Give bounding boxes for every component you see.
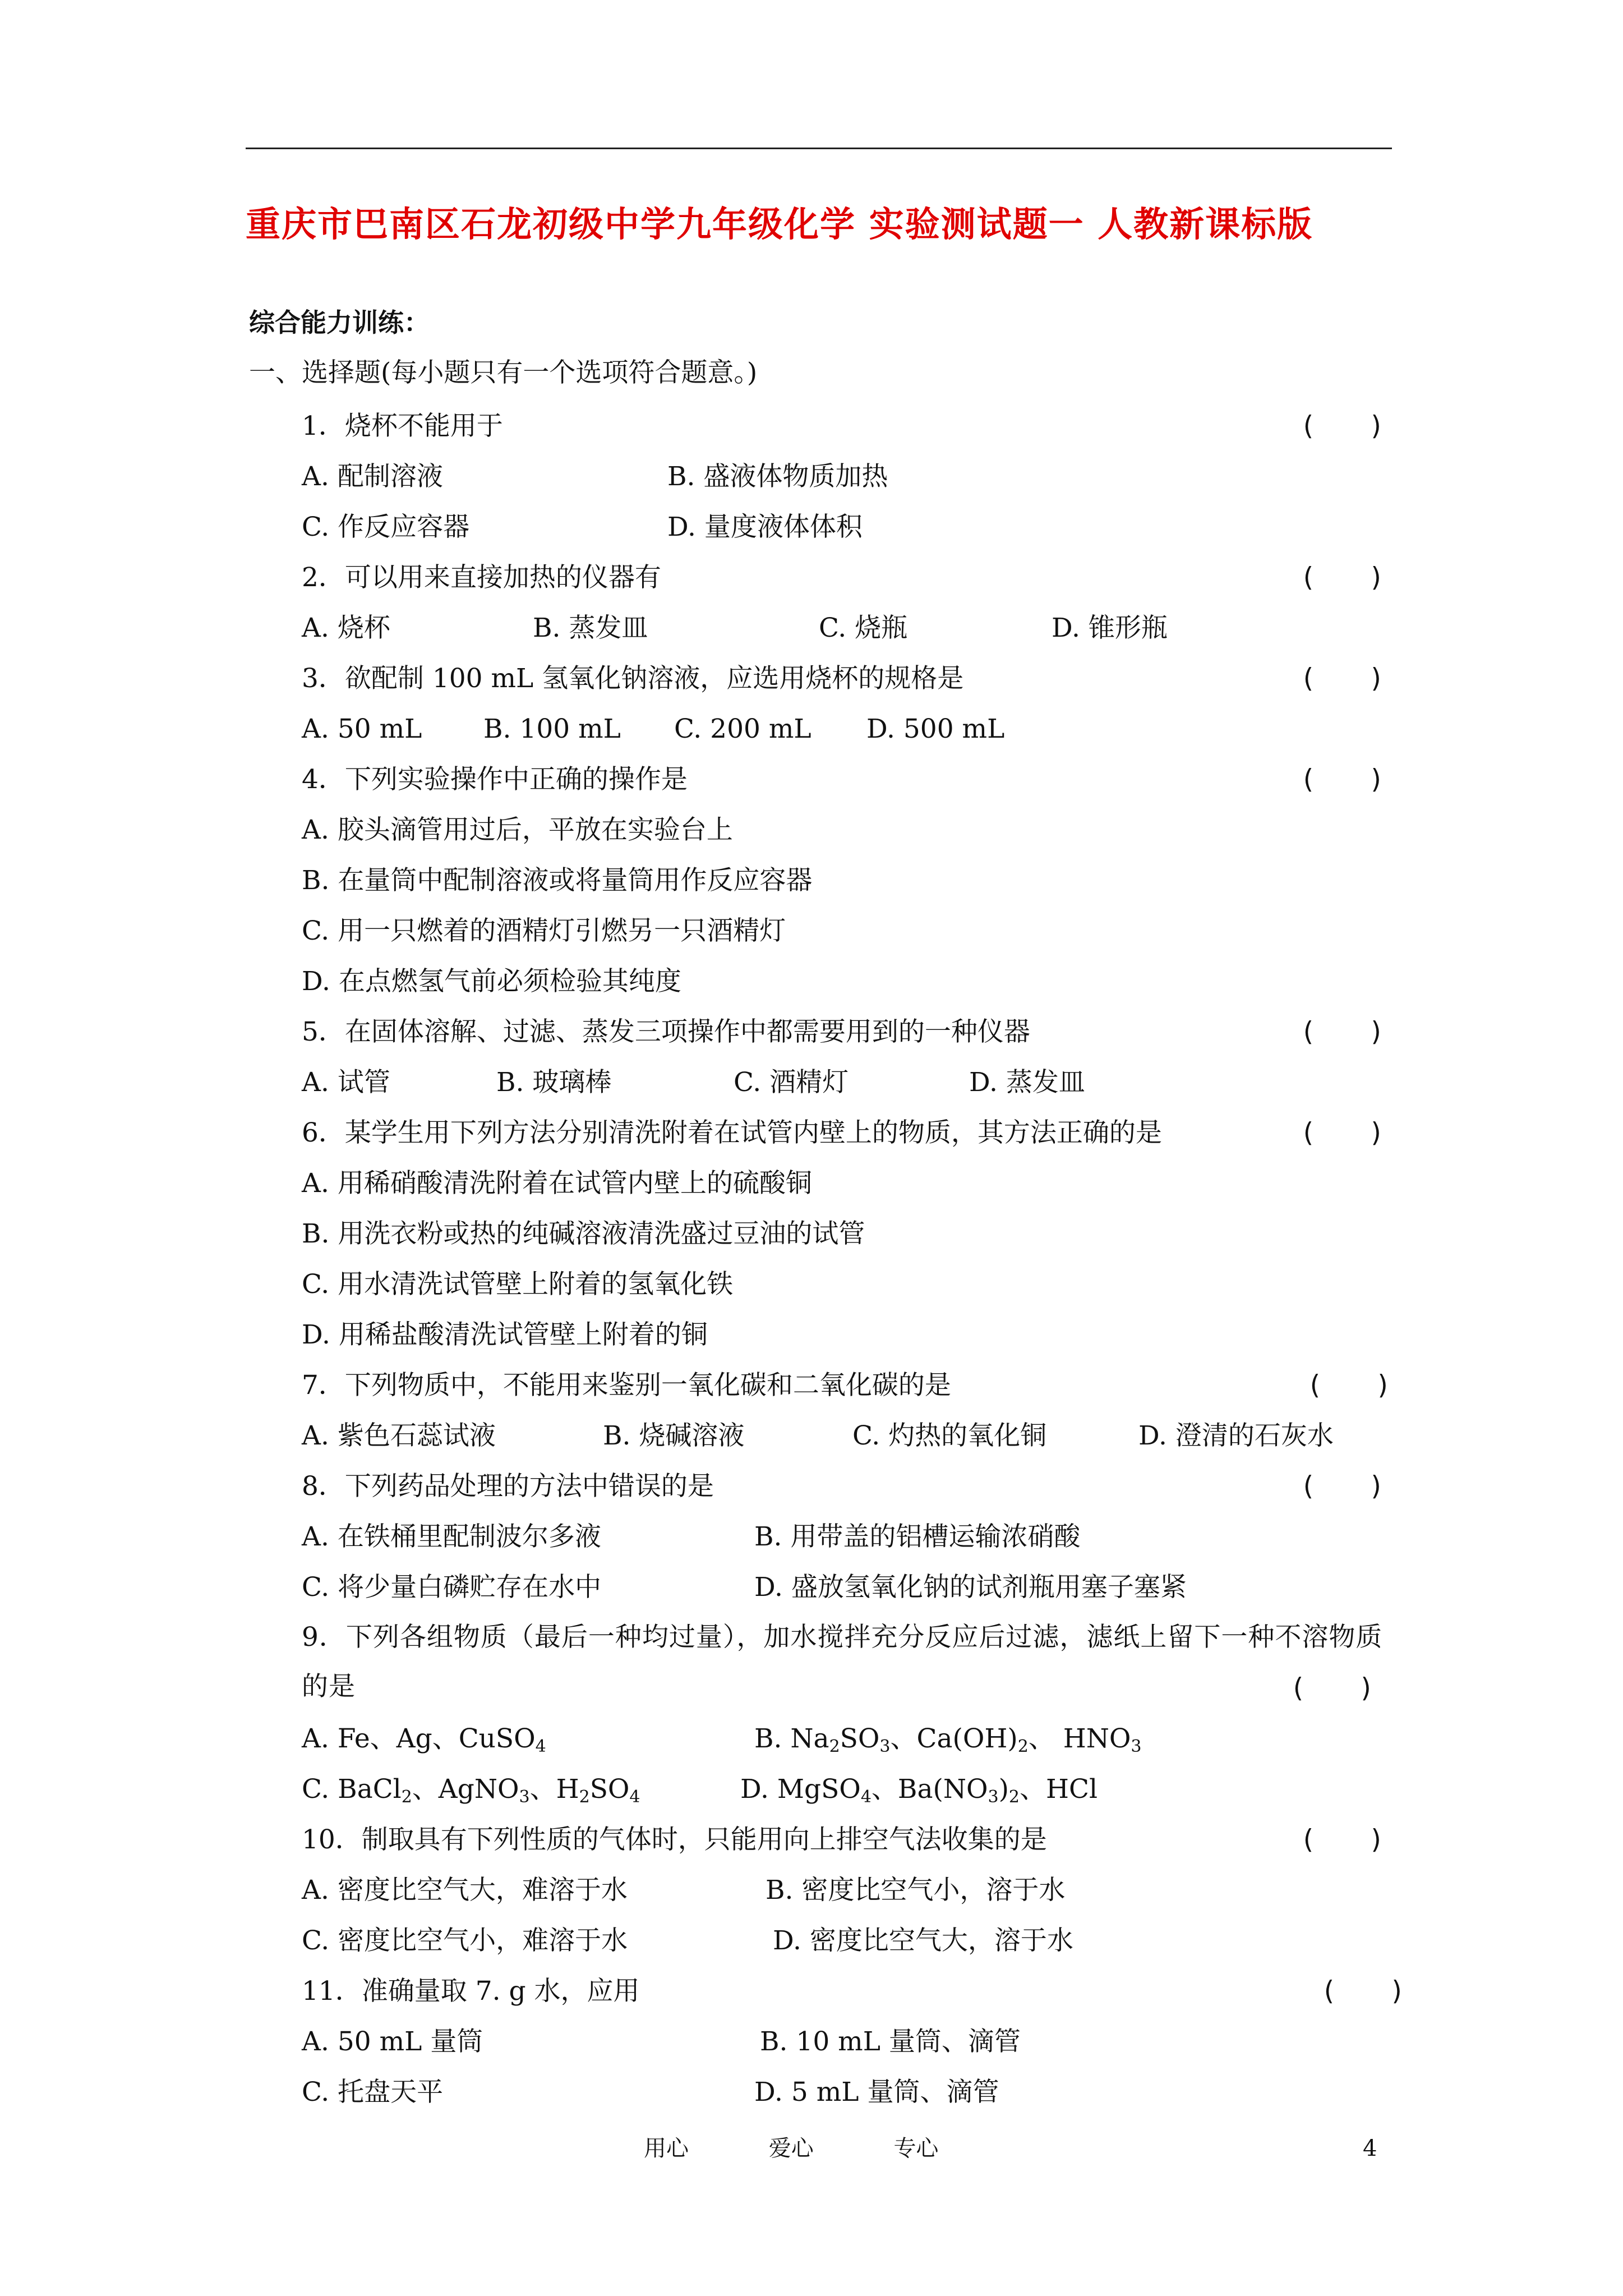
footer-text-left: 用心 — [644, 2136, 689, 2161]
question-3-option-c: C. 200 mL — [674, 714, 811, 744]
question-5-option-b: B. 玻璃棒 — [496, 1067, 612, 1098]
question-8-answer-blank: ( ) — [1300, 1471, 1385, 1502]
page-footer — [644, 2132, 1011, 2165]
question-section-heading: 一、选择题(每小题只有一个选项符合题意。) — [249, 357, 758, 388]
question-1-option-c: C. 作反应容器 — [302, 512, 470, 542]
question-4-option-a: A. 胶头滴管用过后，平放在实验台上 — [302, 815, 733, 845]
question-9-stem: 9．下列各组物质（最后一种均过量），加水搅拌充分反应后过滤，滤纸上留下一种不溶物质的是 — [302, 1622, 1383, 1702]
question-1-answer-blank: ( ) — [1300, 411, 1385, 441]
question-2-option-d: D. 锥形瓶 — [1052, 613, 1168, 643]
question-1-stem: 1．烧杯不能用于 — [302, 411, 503, 441]
question-11-option-b: B. 10 mL 量筒、滴管 — [760, 2026, 1021, 2057]
question-9-option-b: B. $Na_2SO_3$、$Ca(OH)_2$、 $HNO_3$ — [754, 1723, 1142, 1756]
question-9-option-a: A. Fe、Ag、CuSO$_4$ — [302, 1723, 546, 1756]
question-5-option-d: D. 蒸发皿 — [969, 1067, 1085, 1098]
question-1-option-d: D. 量度液体体积 — [667, 512, 863, 542]
question-10-option-c: C. 密度比空气小，难溶于水 — [302, 1925, 628, 1956]
question-6-option-d: D. 用稀盐酸清洗试管壁上附着的铜 — [302, 1319, 708, 1350]
question-10-option-b: B. 密度比空气小，溶于水 — [766, 1875, 1066, 1906]
question-7-option-b: B. 烧碱溶液 — [603, 1420, 745, 1451]
question-9-option-c: C. BaCl$_2$、AgNO$_3$、$H_2SO_4$ — [302, 1774, 640, 1807]
question-2-answer-blank: ( ) — [1300, 562, 1385, 593]
question-7-option-a: A. 紫色石蕊试液 — [302, 1420, 496, 1451]
question-7-option-c: C. 灼热的氧化铜 — [852, 1420, 1047, 1451]
header-rule — [246, 148, 1392, 149]
question-6-option-b: B. 用洗衣粉或热的纯碱溶液清洗盛过豆油的试管 — [302, 1218, 865, 1249]
question-7-option-d: D. 澄清的石灰水 — [1138, 1420, 1334, 1451]
question-10-option-a: A. 密度比空气大，难溶于水 — [302, 1875, 628, 1906]
question-8-option-a: A. 在铁桶里配制波尔多液 — [302, 1521, 601, 1552]
question-3-stem: 3．欲配制 100 mL 氢氧化钠溶液，应选用烧杯的规格是 — [302, 663, 964, 694]
question-2-option-a: A. 烧杯 — [302, 613, 390, 643]
question-3-option-d: D. 500 mL — [866, 714, 1005, 744]
question-2-option-b: B. 蒸发皿 — [533, 613, 648, 643]
question-11-option-a: A. 50 mL 量筒 — [302, 2026, 483, 2057]
question-3-answer-blank: ( ) — [1300, 663, 1385, 694]
page-number: 4 — [1363, 2136, 1377, 2161]
question-5-stem: 5．在固体溶解、过滤、蒸发三项操作中都需要用到的一种仪器 — [302, 1016, 1030, 1047]
question-4-option-d: D. 在点燃氢气前必须检验其纯度 — [302, 966, 681, 997]
question-11-stem: 11．准确量取 7. g 水，应用 — [302, 1976, 640, 2007]
footer-text-center: 爱心 — [768, 2136, 814, 2161]
question-7-answer-blank: ( ) — [1307, 1370, 1391, 1401]
document-title: 重庆市巴南区石龙初级中学九年级化学 实验测试题一 人教新课标版 — [246, 204, 1313, 245]
question-6-option-a: A. 用稀硝酸清洗附着在试管内壁上的硫酸铜 — [302, 1168, 812, 1199]
question-3-option-a: A. 50 mL — [302, 714, 422, 744]
question-8-option-c: C. 将少量白磷贮存在水中 — [302, 1572, 602, 1603]
question-9-option-d: D. MgSO$_4$、$Ba(NO_3)_2$、HCl — [740, 1774, 1098, 1807]
question-10-answer-blank: ( ) — [1300, 1824, 1385, 1855]
question-11-option-d: D. 5 mL 量筒、滴管 — [754, 2077, 999, 2108]
question-5-option-c: C. 酒精灯 — [734, 1067, 849, 1098]
question-8-stem: 8．下列药品处理的方法中错误的是 — [302, 1471, 714, 1502]
footer-text-right: 专心 — [893, 2136, 939, 2161]
question-11-option-c: C. 托盘天平 — [302, 2077, 444, 2108]
question-7-stem: 7．下列物质中，不能用来鉴别一氧化碳和二氧化碳的是 — [302, 1370, 951, 1401]
question-6-option-c: C. 用水清洗试管壁上附着的氢氧化铁 — [302, 1269, 734, 1300]
question-1-option-a: A. 配制溶液 — [302, 461, 443, 492]
question-1-option-b: B. 盛液体物质加热 — [667, 461, 888, 492]
section-label: 综合能力训练： — [249, 307, 430, 338]
question-8-option-b: B. 用带盖的铝槽运输浓硝酸 — [754, 1521, 1081, 1552]
question-5-option-a: A. 试管 — [302, 1067, 390, 1098]
question-10-stem: 10．制取具有下列性质的气体时，只能用向上排空气法收集的是 — [302, 1824, 1047, 1855]
question-8-option-d: D. 盛放氢氧化钠的试剂瓶用塞子塞紧 — [754, 1572, 1187, 1603]
question-4-option-b: B. 在量筒中配制溶液或将量筒用作反应容器 — [302, 865, 813, 896]
question-6-stem: 6．某学生用下列方法分别清洗附着在试管内壁上的物质，其方法正确的是 — [302, 1117, 1162, 1148]
question-4-option-c: C. 用一只燃着的酒精灯引燃另一只酒精灯 — [302, 915, 786, 946]
question-4-answer-blank: ( ) — [1300, 764, 1385, 795]
question-9-answer-blank: ( ) — [1290, 1673, 1375, 1704]
question-3-option-b: B. 100 mL — [483, 714, 621, 744]
question-11-answer-blank: ( ) — [1321, 1976, 1405, 2007]
question-10-option-d: D. 密度比空气大，溶于水 — [773, 1925, 1073, 1956]
question-4-stem: 4．下列实验操作中正确的操作是 — [302, 764, 688, 795]
question-2-option-c: C. 烧瓶 — [819, 613, 908, 643]
question-6-answer-blank: ( ) — [1300, 1117, 1385, 1148]
question-2-stem: 2．可以用来直接加热的仪器有 — [302, 562, 661, 593]
question-5-answer-blank: ( ) — [1300, 1016, 1385, 1047]
